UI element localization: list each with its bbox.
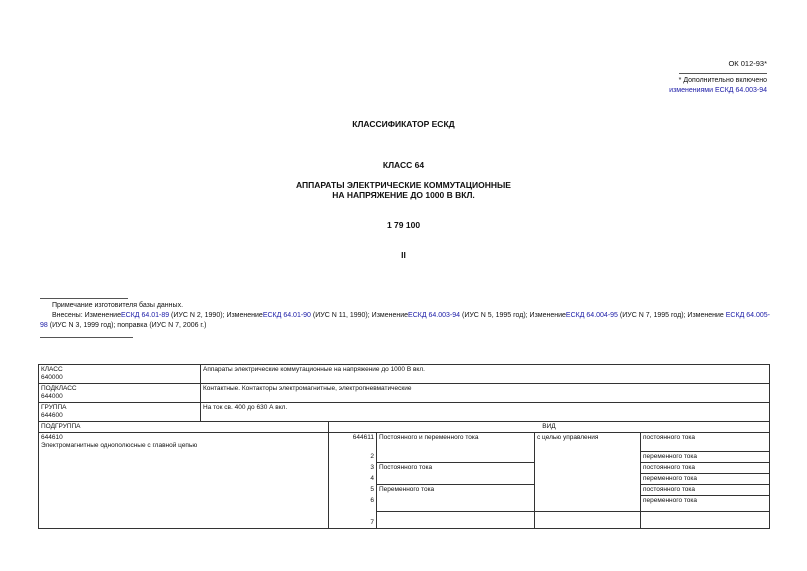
roman-number: II [401,250,406,260]
vid-code: 6 [329,496,377,512]
vid-code: 644611 [329,433,377,452]
amendment-link[interactable]: ЕСКД 64.005-98 [40,312,770,329]
class-label: КЛАСС [41,366,63,373]
vid-control-current: переменного тока [641,474,770,485]
vid-current-type: Переменного тока [377,485,535,512]
note-text: (ИУС N 2, 1990); Изменение [169,312,263,319]
vid-code: 2 [329,452,377,463]
group-cell [39,403,201,422]
vid-code: 3 [329,463,377,474]
class-name-line1: АППАРАТЫ ЭЛЕКТРИЧЕСКИЕ КОММУТАЦИОННЫЕ [296,180,511,190]
table-row [39,384,770,403]
vid-control-current: постоянного тока [641,485,770,496]
vid-current-type [377,512,535,529]
vid-current-type: Постоянного и переменного тока [377,433,535,463]
vid-purpose [535,512,641,529]
class-name [0,180,807,200]
amendment-link[interactable]: ЕСКД 64.01-90 [262,312,311,319]
amendment-link[interactable]: ЕСКД 64.01-89 [120,312,170,319]
document-code: ОК 012-93* [728,59,767,68]
subclass-code: 644000 [41,393,63,400]
classifier-table [38,364,770,529]
class-name-line2: НА НАПРЯЖЕНИЕ ДО 1000 В ВКЛ. [332,190,475,200]
subgroup-code: 644610 [41,434,63,441]
vid-header: ВИД [329,422,770,433]
table-row [39,365,770,384]
note-text: (ИУС N 11, 1990); Изменение [310,312,409,319]
amendment-link[interactable]: ЕСКД 64.004-95 [565,312,618,319]
subclass-label: ПОДКЛАСС [41,385,77,392]
group-code: 644600 [41,412,63,419]
table-row [39,403,770,422]
vid-control-current: постоянного тока [641,463,770,474]
vid-current-type: Постоянного тока [377,463,535,485]
vid-code: 4 [329,474,377,485]
divider [40,298,128,299]
class-cell [39,365,201,384]
vid-code: 7 [329,512,377,529]
subgroup-header: ПОДГРУППА [39,422,329,433]
class-code: 640000 [41,374,63,381]
note-text: (ИУС N 7, 1995 год); Изменение [617,312,726,319]
classifier-number: 1 79 100 [386,220,421,230]
vid-control-current: постоянного тока [641,433,770,452]
note-text: Внесены: Изменение [52,312,121,319]
table-header-row [39,422,770,433]
vid-purpose: с целью управления [535,433,641,512]
subgroup-value: Электромагнитные однополюсные с главной цепью [41,442,198,449]
subclass-value: Контактные. Контакторы электромагнитные, электропневматические [201,384,770,403]
note-heading: Примечание изготовителя базы данных. [52,302,184,309]
amendment-link[interactable] [669,87,767,94]
vid-control-current: переменного тока [641,452,770,463]
divider [679,73,767,74]
note-body [40,311,775,331]
vid-control-current: переменного тока [641,496,770,512]
class-title: КЛАСС 64 [382,160,425,170]
amendment-note: * Дополнительно включено [678,77,767,84]
class-value: Аппараты электрические коммутационные на напряжение до 1000 В вкл. [201,365,770,384]
divider [40,337,133,338]
table-row [39,433,770,452]
note-text: (ИУС N 5, 1995 год); Изменение [460,312,566,319]
classifier-title: КЛАССИФИКАТОР ЕСКД [352,119,455,129]
vid-control-current [641,512,770,529]
note-text: (ИУС N 3, 1999 год); поправка (ИУС N 7, 2006 г.) [47,322,207,329]
vid-code: 5 [329,485,377,496]
group-label: ГРУППА [41,404,67,411]
amendment-link[interactable]: ЕСКД 64.003-94 [408,312,461,319]
subgroup-cell [39,433,329,529]
group-value: На ток св. 400 до 630 А вкл. [201,403,770,422]
amendment-link-text[interactable]: изменениями ЕСКД 64.003-94 [669,87,767,94]
subclass-cell [39,384,201,403]
